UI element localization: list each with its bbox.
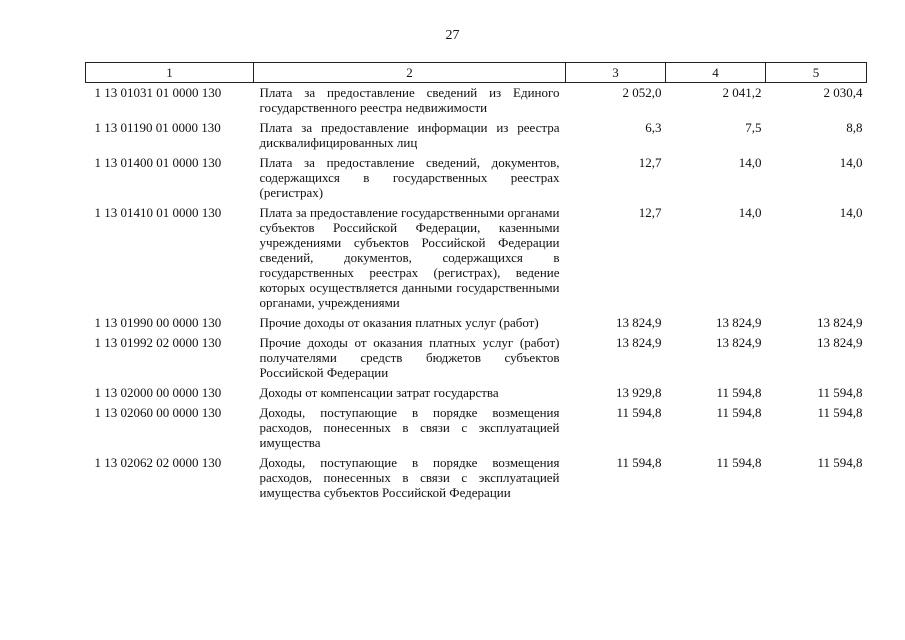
budget-table	[85, 62, 867, 505]
row-value-3: 13 824,9	[616, 335, 662, 350]
table-row	[86, 335, 867, 385]
page-number: 27	[445, 28, 460, 43]
row-code: 1 13 02062 02 0000 130	[94, 455, 222, 470]
table-row	[86, 120, 867, 155]
column-header-5: 5	[766, 63, 867, 83]
table-body	[86, 83, 867, 506]
table-header	[86, 63, 867, 83]
row-code: 1 13 01410 01 0000 130	[94, 205, 222, 220]
row-value-5: 11 594,8	[817, 455, 863, 470]
row-value-4: 2 041,2	[722, 85, 762, 100]
row-value-4: 11 594,8	[716, 455, 762, 470]
row-code: 1 13 01990 00 0000 130	[94, 315, 222, 330]
row-code: 1 13 01400 01 0000 130	[94, 155, 222, 170]
table-row	[86, 405, 867, 455]
row-name: Доходы, поступающие в порядке возмещения расходов, понесенных в связи с эксплуатацией имущества субъектов Российской Федерации	[259, 455, 560, 500]
row-code: 1 13 01992 02 0000 130	[94, 335, 222, 350]
row-value-3: 12,7	[638, 205, 662, 220]
table-row	[86, 205, 867, 315]
row-name: Плата за предоставление сведений, документов, содержащихся в государственных реестрах (регистрах)	[259, 155, 560, 200]
table-row	[86, 83, 867, 121]
row-value-4: 13 824,9	[716, 315, 762, 330]
table-row	[86, 455, 867, 505]
row-value-3: 2 052,0	[622, 85, 662, 100]
row-value-4: 14,0	[738, 205, 762, 220]
row-name: Доходы от компенсации затрат государства	[259, 385, 499, 400]
table-row	[86, 385, 867, 405]
row-value-3: 6,3	[645, 120, 662, 135]
row-name: Доходы, поступающие в порядке возмещения расходов, понесенных в связи с эксплуатацией имущества	[259, 405, 560, 450]
row-value-4: 11 594,8	[716, 405, 762, 420]
row-value-5: 11 594,8	[817, 385, 863, 400]
row-value-5: 2 030,4	[823, 85, 863, 100]
row-name: Плата за предоставление информации из реестра дисквалифицированных лиц	[259, 120, 560, 150]
column-header-4: 4	[666, 63, 766, 83]
header-row	[86, 63, 867, 83]
row-code: 1 13 01031 01 0000 130	[94, 85, 222, 100]
row-value-3: 11 594,8	[616, 405, 662, 420]
column-header-1: 1	[86, 63, 254, 83]
row-value-4: 7,5	[745, 120, 762, 135]
row-value-3: 11 594,8	[616, 455, 662, 470]
row-value-5: 14,0	[839, 155, 863, 170]
row-value-4: 14,0	[738, 155, 762, 170]
table-row	[86, 155, 867, 205]
row-value-3: 13 824,9	[616, 315, 662, 330]
row-value-5: 11 594,8	[817, 405, 863, 420]
column-header-2: 2	[254, 63, 566, 83]
row-value-4: 13 824,9	[716, 335, 762, 350]
table-row	[86, 315, 867, 335]
row-value-3: 13 929,8	[616, 385, 662, 400]
row-code: 1 13 02000 00 0000 130	[94, 385, 222, 400]
row-name: Прочие доходы от оказания платных услуг (работ)	[259, 315, 539, 330]
row-value-3: 12,7	[638, 155, 662, 170]
row-name: Плата за предоставление сведений из Единого государственного реестра недвижимости	[259, 85, 560, 115]
row-value-5: 14,0	[839, 205, 863, 220]
row-value-5: 13 824,9	[817, 315, 863, 330]
row-value-5: 8,8	[846, 120, 863, 135]
row-value-5: 13 824,9	[817, 335, 863, 350]
row-code: 1 13 02060 00 0000 130	[94, 405, 222, 420]
row-code: 1 13 01190 01 0000 130	[94, 120, 221, 135]
column-header-3: 3	[566, 63, 666, 83]
row-name: Плата за предоставление государственными органами субъектов Российской Федерации, казенными учреждениями субъектов Российской Федерации сведений, документов, содержащихся в государственных реестрах (регистрах), ведение которых осуществляется данными государственными органами, учреждениями	[259, 205, 560, 310]
row-value-4: 11 594,8	[716, 385, 762, 400]
row-name: Прочие доходы от оказания платных услуг (работ) получателями средств бюджетов субъектов Российской Федерации	[259, 335, 560, 380]
